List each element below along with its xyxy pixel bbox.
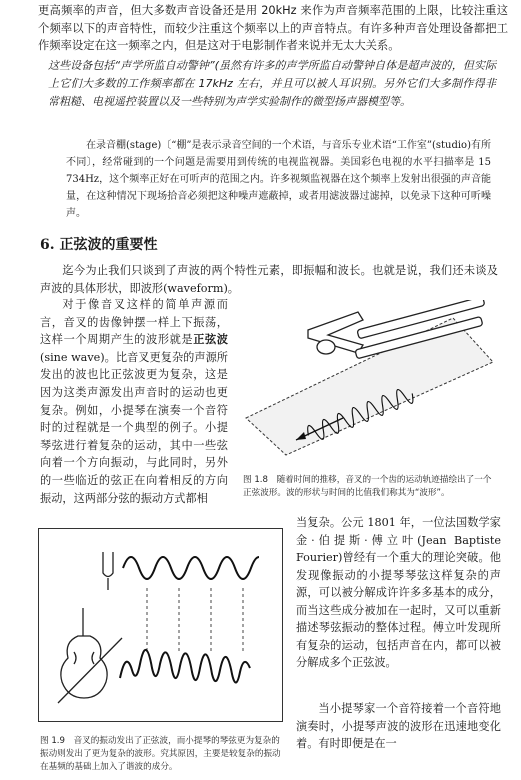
figure-1-9-illustration <box>38 528 283 722</box>
figure-1-8-illustration <box>238 300 500 460</box>
right-column-paragraph-2: 当小提琴家一个音符接着一个音符地演奏时，小提琴声波的波形在迅速地变化着。有时即便是在一 <box>296 702 501 750</box>
top-paragraph: 更高频率的声音，但大多数声音设备还是用 20kHz 来作为声音频率范围的上限，比较注重这个频率以下的声音特性，而较少注重这个频率以上的声音特点。有许多种声音处理设备都把工作频率设定在这一频率之内，但是这对于电影制作者来说并无太大关系。 <box>38 4 508 52</box>
figure-1-8-caption: 图 1.8 随着时间的推移，音叉的一个齿的运动轨迹描绘出了一个正弦波形。波的形状与时间的比值我们称其为“波形”。 <box>243 474 492 498</box>
left-column-text-pre: 对于像音叉这样的简单声源而言，音叉的齿像钟摆一样上下振荡，这样一个周期产生的波形就是 <box>40 298 228 347</box>
left-column-paragraph <box>40 296 228 507</box>
figure-1-8 <box>238 300 500 460</box>
left-column-text-post: (sine wave)。比音叉更复杂的声源所发出的波也比正弦波更为复杂，这是因为这类声源发出声音时的运动也更复杂。例如，小提琴在演奏一个音符时的过程就是一个典型的例子。小提琴弦进行着复杂的运动，其中一些弦向着一个方向振动，与此同时，另外的一些临近的弦正在向着相反的方向振动，这两部分弦的振动方式都相 <box>40 350 228 505</box>
intro-paragraph: 迄今为止我们只谈到了声波的两个特性元素，即振幅和波长。也就是说，我们还未谈及声波的具体形状，即波形(waveform)。 <box>40 264 498 295</box>
stage-note: 在录音棚(stage)〔“棚”是表示录音空间的一个术语，与音乐专业术语“工作室”(studio)有所不同〕，经常碰到的一个问题是需要用到传统的电视监视器。美国彩色电视的水平扫描率是 15 734Hz，这个频率正好在可听声的范围之内。许多视频监视器在这个频率上发射出很强的声音能量，在这种情况下现场拾音必须把这种噪声遮蔽掉，或者用滤波器过滤掉，以免录下这种可听噪声。 <box>66 140 491 219</box>
paper-strip <box>246 318 493 455</box>
figure-1-9-caption: 图 1.9 音叉的振动发出了正弦波，而小提琴的琴弦更为复杂的振动则发出了更为复杂的波形。究其原因，主要是较复杂的振动在基频的基础上加入了谐波的成分。 <box>40 735 281 772</box>
sine-wave-term: 正弦波 <box>193 332 228 347</box>
figure-1-9 <box>38 528 283 722</box>
right-column-paragraph: 当复杂。公元 1801 年，一位法国数学家金·伯提斯·傅立叶(Jean Baptiste Fourier)曾经有一个重大的理论突破。他发现像振动的小提琴琴弦这样复杂的声源，可以被分解成许许多多基本的成分，而当这些成分被加在一起时，又可以重新描述琴弦振动的整体过程。傅立叶发现所有复杂的运动，包括声音在内，都可以被分解成多个正弦波。 <box>296 516 501 669</box>
section-heading: 6. 正弦波的重要性 <box>40 237 158 253</box>
italic-note: 这些设备包括“声学所监自动警钟”(虽然有许多的声学所监自动警钟自体是超声波的，但实际上它们大多数的工作频率都在 17kHz 左右，并且可以被人耳识别。另外它们大多制作得非常粗糙、电视遥控装置以及一些特别为声学实验制作的微型扬声器模型等。 <box>48 59 496 108</box>
